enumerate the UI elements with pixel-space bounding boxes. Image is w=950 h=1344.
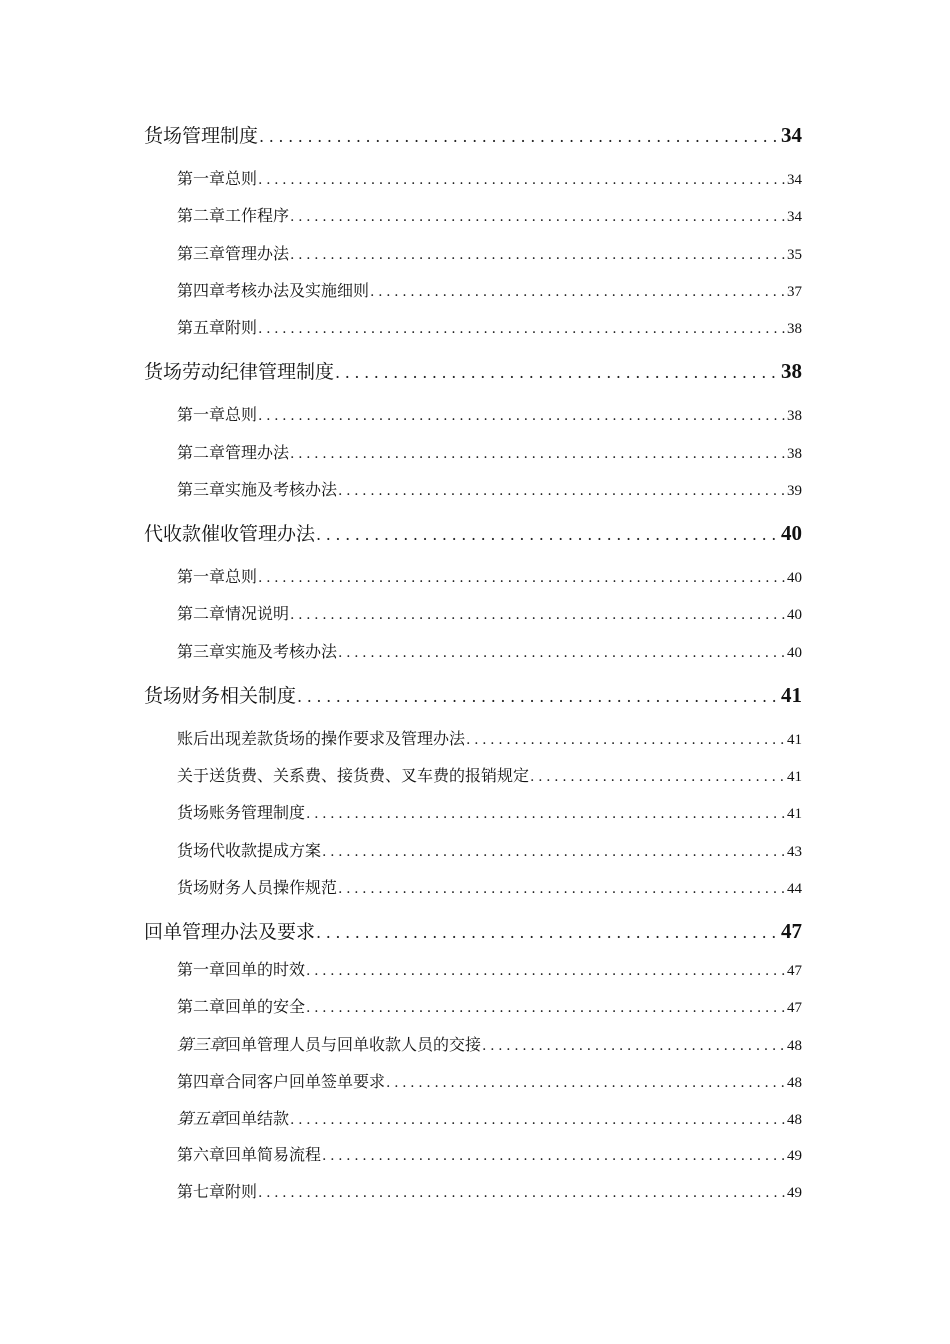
toc-dot-leader: [316, 919, 779, 945]
toc-dot-leader: [258, 1181, 785, 1204]
toc-item-title: 第一章回单的时效: [177, 960, 306, 979]
toc-dot-leader: [259, 123, 779, 149]
toc-item-entry[interactable]: [177, 839, 802, 863]
toc-item-title: 第二章管理办法: [177, 443, 290, 462]
toc-item-title: 第七章附则: [177, 1182, 258, 1201]
toc-item-entry[interactable]: [177, 801, 802, 825]
toc-item-title: 货场代收款提成方案: [177, 841, 322, 860]
toc-item-title: 第二章回单的安全: [177, 997, 306, 1016]
toc-page-number: 38: [787, 321, 802, 337]
toc-page-number: 43: [787, 844, 802, 860]
toc-item-entry[interactable]: [177, 242, 802, 266]
toc-item-entry[interactable]: [177, 1070, 802, 1094]
toc-page-number: 40: [787, 570, 802, 586]
toc-item-entry[interactable]: [177, 441, 802, 465]
toc-dot-leader: [322, 840, 785, 863]
toc-item-entry[interactable]: [177, 1143, 802, 1167]
toc-item-entry[interactable]: [177, 727, 802, 751]
toc-item-title: [177, 1107, 289, 1131]
toc-section-entry[interactable]: [144, 357, 802, 385]
toc-dot-leader: [290, 442, 785, 465]
toc-item-title: 第一章总则: [177, 405, 258, 424]
toc-page-number: 38: [787, 446, 802, 462]
toc-dot-leader: [290, 243, 785, 266]
toc-page-number: 49: [787, 1148, 802, 1164]
toc-dot-leader: [290, 603, 785, 626]
toc-dot-leader: [306, 996, 785, 1019]
toc-section-entry[interactable]: [144, 519, 802, 547]
toc-item-title: 第五章附则: [177, 318, 258, 337]
toc-item-entry[interactable]: [177, 403, 802, 427]
toc-item-title: 第六章回单简易流程: [177, 1145, 322, 1164]
toc-item-entry[interactable]: [177, 565, 802, 589]
toc-item-entry[interactable]: [177, 1033, 802, 1057]
toc-dot-leader: [258, 317, 785, 340]
toc-page-number: 35: [787, 247, 802, 263]
toc-dot-leader: [290, 205, 785, 228]
toc-dot-leader: [386, 1071, 785, 1094]
toc-item-entry[interactable]: [177, 764, 802, 788]
toc-item-entry[interactable]: [177, 478, 802, 502]
toc-dot-leader: [370, 280, 785, 303]
toc-dot-leader: [466, 728, 785, 751]
toc-item-entry[interactable]: [177, 958, 802, 982]
toc-item-entry[interactable]: [177, 316, 802, 340]
toc-dot-leader: [258, 168, 785, 191]
toc-page-number: 41: [787, 769, 802, 785]
toc-dot-leader: [297, 683, 779, 709]
toc-page-number: 38: [781, 359, 802, 383]
toc-page-number: 34: [787, 172, 802, 188]
toc-page-number: 48: [787, 1112, 802, 1128]
toc-page-number: 47: [787, 1000, 802, 1016]
toc-dot-leader: [316, 521, 779, 547]
toc-item-title: 第三章实施及考核办法: [177, 480, 338, 499]
toc-dot-leader: [338, 479, 785, 502]
toc-item-entry[interactable]: [177, 602, 802, 626]
toc-dot-leader: [290, 1108, 785, 1131]
toc-item-title: 关于送货费、关系费、接货费、叉车费的报销规定: [177, 766, 530, 785]
toc-item-title: 账后出现差款货场的操作要求及管理办法: [177, 729, 466, 748]
toc-section-title: 货场劳动纪律管理制度: [144, 361, 335, 383]
toc-item-title: 第三章实施及考核办法: [177, 642, 338, 661]
toc-dot-leader: [306, 802, 785, 825]
toc-item-title: 货场账务管理制度: [177, 803, 306, 822]
toc-section-title: 货场管理制度: [144, 125, 259, 147]
toc-page-number: 40: [787, 607, 802, 623]
toc-page-number: 38: [787, 408, 802, 424]
toc-dot-leader: [322, 1144, 785, 1167]
toc-page-number: 48: [787, 1075, 802, 1091]
toc-section-entry[interactable]: [144, 121, 802, 149]
toc-dot-leader: [338, 641, 785, 664]
toc-item-title: 第二章情况说明: [177, 604, 290, 623]
toc-item-entry[interactable]: [177, 640, 802, 664]
toc-page-number: 37: [787, 284, 802, 300]
toc-page-number: 40: [787, 645, 802, 661]
toc-item-entry[interactable]: [177, 1107, 802, 1131]
toc-item-title: 货场财务人员操作规范: [177, 878, 338, 897]
toc-page-number: 34: [787, 209, 802, 225]
toc-page-number: 48: [787, 1038, 802, 1054]
toc-dot-leader: [338, 877, 785, 900]
toc-dot-leader: [258, 404, 785, 427]
toc-item-entry[interactable]: [177, 167, 802, 191]
toc-dot-leader: [306, 959, 785, 982]
toc-item-title: 第一章总则: [177, 567, 258, 586]
toc-dot-leader: [258, 566, 785, 589]
toc-page-number: 41: [787, 806, 802, 822]
toc-page-number: 41: [781, 683, 802, 707]
toc-item-title: 第二章工作程序: [177, 206, 290, 225]
toc-item-title-text: 回单管理人员与回单收款人员的交接: [225, 1035, 482, 1054]
toc-item-title: 第三章管理办法: [177, 244, 290, 263]
toc-item-entry[interactable]: [177, 876, 802, 900]
toc-section-entry[interactable]: [144, 681, 802, 709]
toc-item-title: [177, 1033, 481, 1057]
toc-item-entry[interactable]: [177, 279, 802, 303]
toc-dot-leader: [482, 1034, 785, 1057]
toc-section-title: 回单管理办法及要求: [144, 921, 316, 943]
toc-item-title: 第一章总则: [177, 169, 258, 188]
toc-item-title: 第四章考核办法及实施细则: [177, 281, 370, 300]
toc-page-number: 34: [781, 123, 802, 147]
toc-item-title: 第四章合同客户回单签单要求: [177, 1072, 386, 1091]
toc-item-entry[interactable]: [177, 995, 802, 1019]
toc-dot-leader: [530, 765, 785, 788]
toc-item-entry[interactable]: [177, 1180, 802, 1204]
toc-item-entry[interactable]: [177, 204, 802, 228]
toc-page-number: 44: [787, 881, 802, 897]
toc-page-number: 47: [787, 963, 802, 979]
toc-page-number: 49: [787, 1185, 802, 1201]
toc-page-number: 47: [781, 919, 802, 943]
toc-section-title: 货场财务相关制度: [144, 685, 297, 707]
toc-item-title-text: 回单结款: [225, 1109, 290, 1128]
toc-page-number: 41: [787, 732, 802, 748]
toc-dot-leader: [335, 359, 779, 385]
toc-page-number: 39: [787, 483, 802, 499]
toc-section-entry[interactable]: [144, 917, 802, 945]
toc-section-title: 代收款催收管理办法: [144, 523, 316, 545]
toc-page-number: 40: [781, 521, 802, 545]
toc-item-chapter-prefix: 第三章: [177, 1035, 226, 1054]
toc-item-chapter-prefix: 第五章: [177, 1109, 226, 1128]
